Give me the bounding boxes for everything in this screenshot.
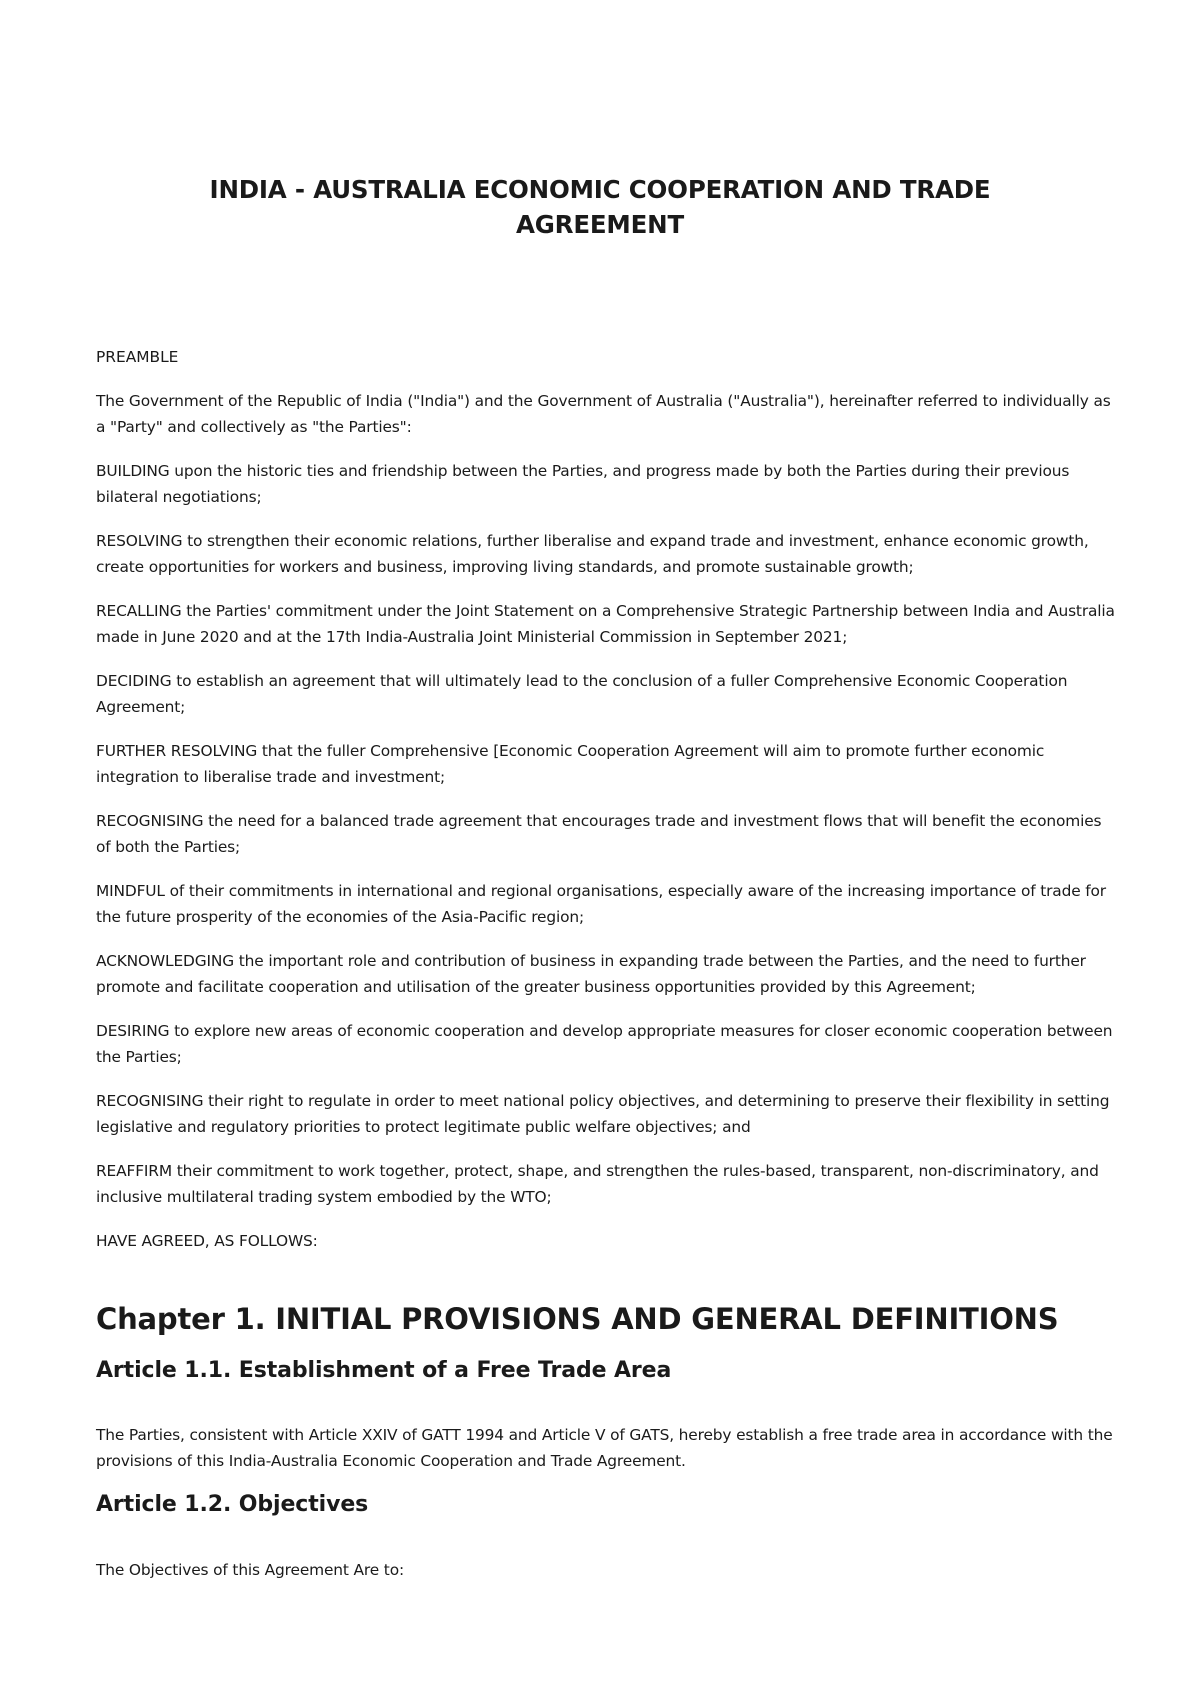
preamble-paragraph: REAFFIRM their commitment to work together, protect, shape, and strengthen the rules-based, transparent, non-discriminatory, and inclusive multilateral trading system embodied by the WTO;: [96, 1162, 1099, 1206]
article-text: The Parties, consistent with Article XXIV of GATT 1994 and Article V of GATS, hereby establish a free trade area in accordance with the provisions of this India-Australia Economic Cooperation and Trade Agreement.: [96, 1426, 1113, 1470]
preamble-paragraph: ACKNOWLEDGING the important role and contribution of business in expanding trade between the Parties, and the need to further promote and facilitate cooperation and utilisation of the greater business opportunities provided by this Agreement;: [96, 952, 1086, 996]
preamble-paragraph: FURTHER RESOLVING that the fuller Comprehensive [Economic Cooperation Agreement will aim to promote further economic integration to liberalise trade and investment;: [96, 742, 1045, 786]
article-heading: Article 1.2. Objectives: [96, 1492, 369, 1517]
preamble-paragraph: DECIDING to establish an agreement that will ultimately lead to the conclusion of a fuller Comprehensive Economic Cooperation Agreement;: [96, 672, 1068, 716]
preamble-paragraph: BUILDING upon the historic ties and friendship between the Parties, and progress made by both the Parties during their previous bilateral negotiations;: [96, 462, 1070, 506]
preamble-paragraph: RESOLVING to strengthen their economic relations, further liberalise and expand trade and investment, enhance economic growth, create opportunities for workers and business, improving living standards, and promote sustainable growth;: [96, 532, 1089, 576]
preamble-label: PREAMBLE: [96, 348, 179, 366]
article-text: The Objectives of this Agreement Are to:: [96, 1561, 404, 1579]
preamble-paragraph: DESIRING to explore new areas of economic cooperation and develop appropriate measures for closer economic cooperation between the Parties;: [96, 1022, 1113, 1066]
document-title: INDIA - AUSTRALIA ECONOMIC COOPERATION AND TRADE AGREEMENT: [209, 175, 991, 239]
preamble-paragraph: MINDFUL of their commitments in international and regional organisations, especially aware of the increasing importance of trade for the future prosperity of the economies of the Asia-Pacific region;: [96, 882, 1106, 926]
preamble-paragraph: RECOGNISING their right to regulate in order to meet national policy objectives, and determining to preserve their flexibility in setting legislative and regulatory priorities to protect legitimate public welfare objectives; and: [96, 1092, 1110, 1136]
preamble-paragraph: RECALLING the Parties' commitment under the Joint Statement on a Comprehensive Strategic Partnership between India and Australia made in June 2020 and at the 17th India-Australia Joint Ministerial Commission in September 2021;: [96, 602, 1115, 646]
preamble-paragraph: RECOGNISING the need for a balanced trade agreement that encourages trade and investment flows that will benefit the economies of both the Parties;: [96, 812, 1102, 856]
preamble-closing: HAVE AGREED, AS FOLLOWS:: [96, 1232, 318, 1250]
chapter-heading: Chapter 1. INITIAL PROVISIONS AND GENERAL DEFINITIONS: [96, 1302, 1059, 1336]
preamble-paragraph: The Government of the Republic of India ("India") and the Government of Australia ("Australia"), hereinafter referred to individually as a "Party" and collectively as "the Parties":: [96, 392, 1111, 436]
preamble-section: [96, 344, 1116, 1272]
article-heading: Article 1.1. Establishment of a Free Trade Area: [96, 1358, 672, 1383]
